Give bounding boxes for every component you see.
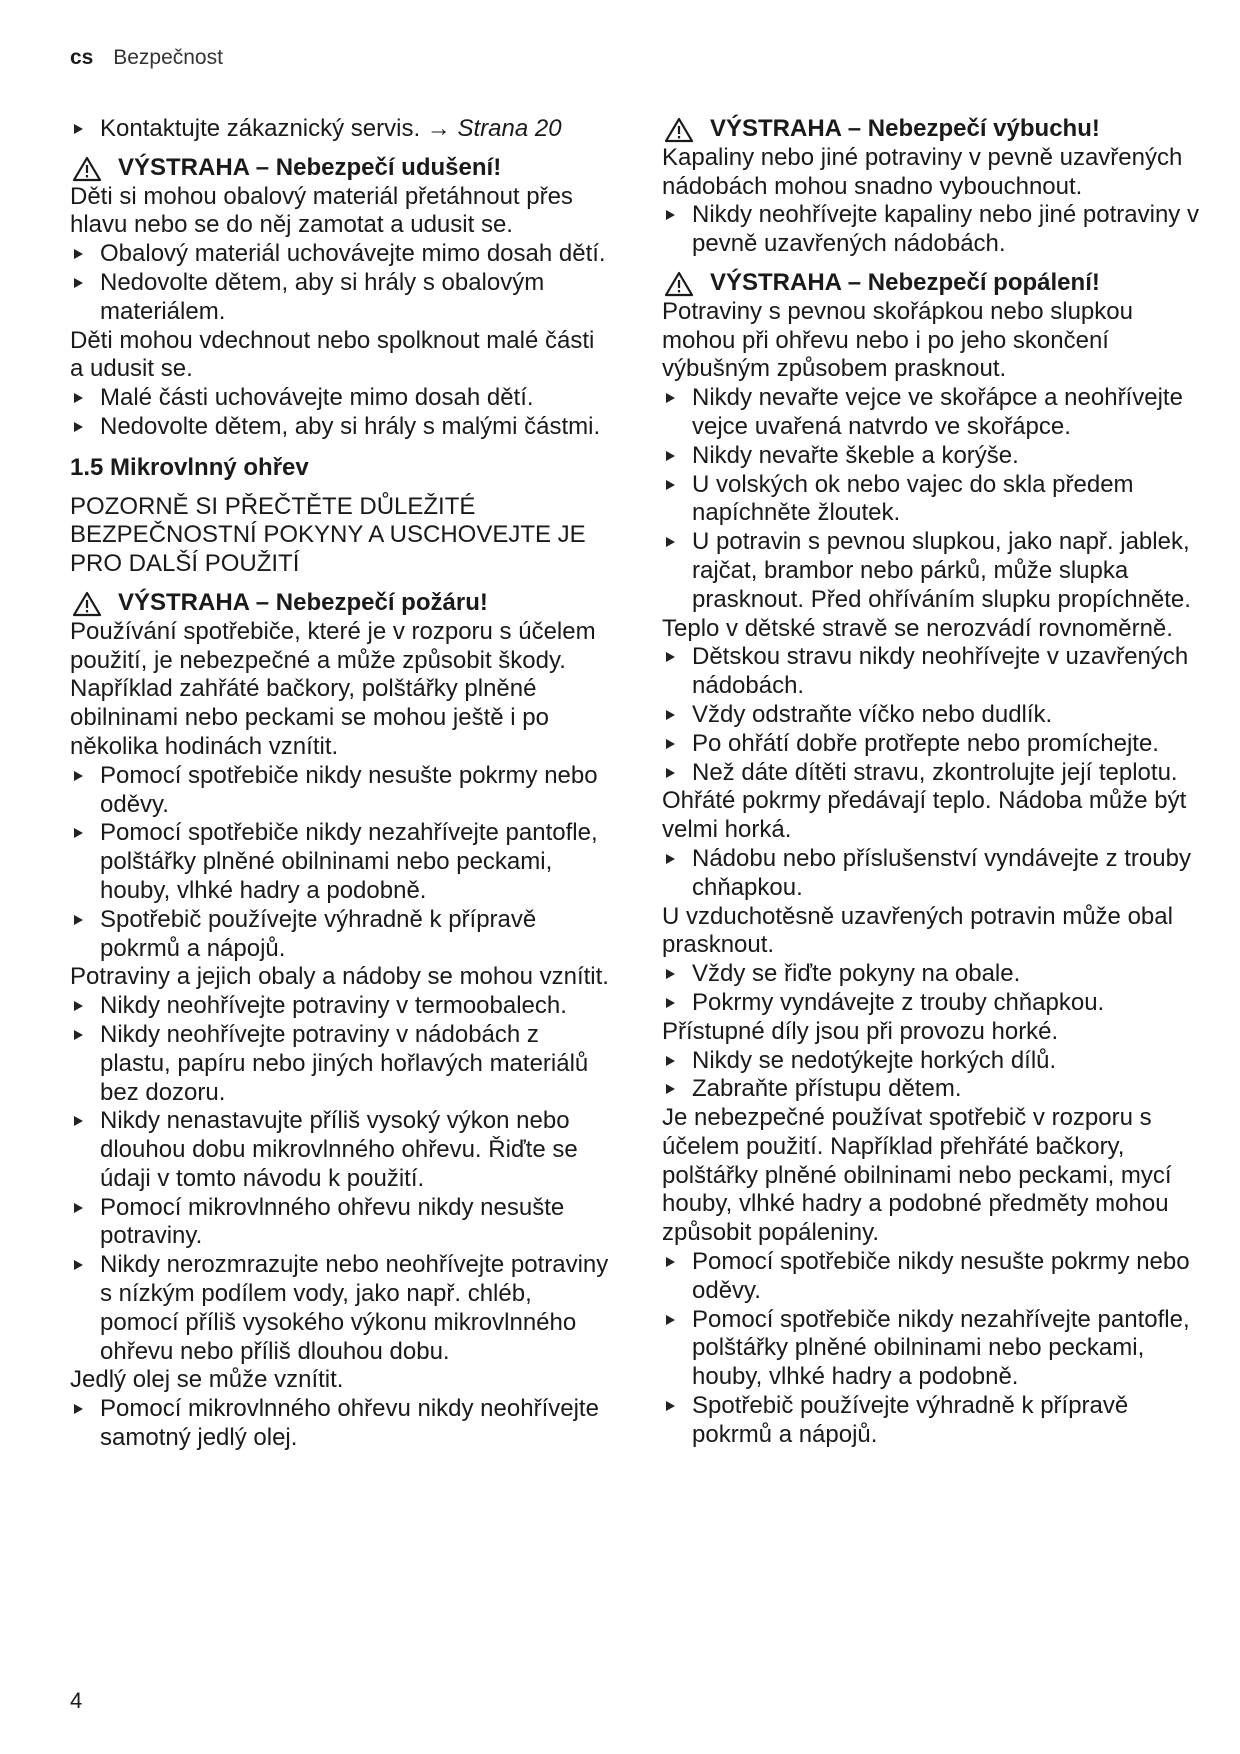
paragraph: Přístupné díly jsou při provozu horké.: [662, 1017, 1059, 1045]
warning-icon: [72, 156, 102, 182]
list-item: Nikdy se nedotýkejte horkých dílů.: [662, 1047, 1202, 1076]
paragraph: Jedlý olej se může vznítit.: [70, 1366, 344, 1394]
list-item: Nikdy nerozmrazujte nebo neohřívejte potraviny s nízkým podílem vody, jako např. chléb, pomocí příliš vysokého výkonu mikrovlnného ohřevu nebo příliš dlouhou dobu.: [70, 1251, 610, 1366]
warning-heading: VÝSTRAHA – Nebezpečí popálení!: [662, 269, 1202, 298]
list-item: Spotřebič používejte výhradně k přípravě pokrmů a nápojů.: [70, 906, 610, 964]
paragraph: Ohřáté pokrmy předávají teplo. Nádoba může být velmi horká.: [662, 787, 1187, 844]
warning-heading: VÝSTRAHA – Nebezpečí požáru!: [70, 589, 610, 618]
list-item: Nikdy nevařte vejce ve skořápce a neohřívejte vejce uvařená natvrdo ve skořápce.: [662, 384, 1202, 442]
paragraph: Kapaliny nebo jiné potraviny v pevně uzavřených nádobách mohou snadno vybouchnout.: [662, 143, 1183, 200]
right-column: [662, 115, 1202, 1450]
list-item: Nedovolte dětem, aby si hrály s obalovým materiálem.: [70, 269, 610, 327]
list-item: Nikdy nenastavujte příliš vysoký výkon nebo dlouhou dobu mikrovlnného ohřevu. Řiďte se údaji v tomto návodu k použití.: [70, 1107, 610, 1193]
list-item: Pomocí mikrovlnného ohřevu nikdy nesušte potraviny.: [70, 1194, 610, 1252]
list-item: U potravin s pevnou slupkou, jako např. jablek, rajčat, brambor nebo párků, může slupka prasknout. Před ohříváním slupku propíchněte.: [662, 528, 1202, 614]
paragraph: Je nebezpečné používat spotřebič v rozporu s účelem použití. Například přehřáté bačkory, polštářky plněné obilninami nebo peckami, mycí houby, vlhké hadry a podobné předměty mohou způsobit popáleniny.: [662, 1104, 1172, 1247]
list-item: Malé části uchovávejte mimo dosah dětí.: [70, 384, 610, 413]
list-item: Dětskou stravu nikdy neohřívejte v uzavřených nádobách.: [662, 643, 1202, 701]
list-item: U volských ok nebo vajec do skla předem napíchněte žloutek.: [662, 471, 1202, 529]
paragraph: Potraviny a jejich obaly a nádoby se mohou vznítit.: [70, 963, 609, 991]
page-reference[interactable]: Strana 20: [457, 115, 562, 142]
paragraph: Potraviny s pevnou skořápkou nebo slupkou mohou při ohřevu nebo i po jeho skončení výbušným způsobem prasknout.: [662, 297, 1133, 383]
safety-notice: POZORNĚ SI PŘEČTĚTE DŮLEŽITÉ BEZPEČNOSTNÍ POKYNY A USCHOVEJTE JE PRO DALŠÍ POUŽITÍ: [70, 492, 586, 578]
warning-icon: [72, 591, 102, 617]
list-item: Po ohřátí dobře protřepte nebo promíchejte.: [662, 730, 1202, 759]
warning-heading: VÝSTRAHA – Nebezpečí udušení!: [70, 154, 610, 183]
list-item: Nedovolte dětem, aby si hrály s malými částmi.: [70, 413, 610, 442]
paragraph: Děti si mohou obalový materiál přetáhnout přes hlavu nebo se do něj zamotat a udusit se.: [70, 182, 573, 239]
warning-icon: [664, 271, 694, 297]
list-item: Nikdy neohřívejte kapaliny nebo jiné potraviny v pevně uzavřených nádobách.: [662, 201, 1202, 259]
left-column: [70, 115, 610, 1453]
page-header: [70, 46, 223, 70]
list-item: Nikdy nevařte škeble a korýše.: [662, 442, 1202, 471]
list-item: Zabraňte přístupu dětem.: [662, 1075, 1202, 1104]
list-item: Nikdy neohřívejte potraviny v nádobách z plastu, papíru nebo jiných hořlavých materiálů bez dozoru.: [70, 1021, 610, 1107]
list-item: Nikdy neohřívejte potraviny v termoobalech.: [70, 992, 610, 1021]
list-item: Pomocí spotřebiče nikdy nezahřívejte pantofle, polštářky plněné obilninami nebo peckami, houby, vlhké hadry a podobně.: [662, 1306, 1202, 1392]
paragraph: U vzduchotěsně uzavřených potravin může obal prasknout.: [662, 902, 1173, 959]
paragraph: Děti mohou vdechnout nebo spolknout malé části a udusit se.: [70, 326, 595, 383]
list-item: Nádobu nebo příslušenství vyndávejte z trouby chňapkou.: [662, 845, 1202, 903]
list-item: Kontaktujte zákaznický servis. → Strana 20: [70, 115, 610, 144]
warning-heading: VÝSTRAHA – Nebezpečí výbuchu!: [662, 115, 1202, 144]
list-item: Obalový materiál uchovávejte mimo dosah dětí.: [70, 240, 610, 269]
section-name: Bezpečnost: [113, 46, 223, 69]
list-item: Spotřebič používejte výhradně k přípravě pokrmů a nápojů.: [662, 1392, 1202, 1450]
page-number: 4: [70, 1688, 83, 1713]
list-item: Pomocí mikrovlnného ohřevu nikdy neohřívejte samotný jedlý olej.: [70, 1395, 610, 1453]
list-item: Pomocí spotřebiče nikdy nesušte pokrmy nebo oděvy.: [70, 762, 610, 820]
paragraph: Teplo v dětské stravě se nerozvádí rovnoměrně.: [662, 614, 1173, 642]
list-item: Pomocí spotřebiče nikdy nesušte pokrmy nebo oděvy.: [662, 1248, 1202, 1306]
paragraph: Používání spotřebiče, které je v rozporu s účelem použití, je nebezpečné a může způsobit škody. Například zahřáté bačkory, polštářky plněné obilninami nebo peckami se mohou ještě i po několika hodinách vznítit.: [70, 617, 596, 760]
list-item: Než dáte dítěti stravu, zkontrolujte její teplotu.: [662, 759, 1202, 788]
list-item: Pokrmy vyndávejte z trouby chňapkou.: [662, 989, 1202, 1018]
list-item: Pomocí spotřebiče nikdy nezahřívejte pantofle, polštářky plněné obilninami nebo peckami, houby, vlhké hadry a podobně.: [70, 819, 610, 905]
warning-icon: [664, 117, 694, 143]
list-item: Vždy odstraňte víčko nebo dudlík.: [662, 701, 1202, 730]
list-item: Vždy se řiďte pokyny na obale.: [662, 960, 1202, 989]
language-code: cs: [70, 46, 94, 69]
section-heading: 1.5 Mikrovlnný ohřev: [70, 453, 309, 481]
